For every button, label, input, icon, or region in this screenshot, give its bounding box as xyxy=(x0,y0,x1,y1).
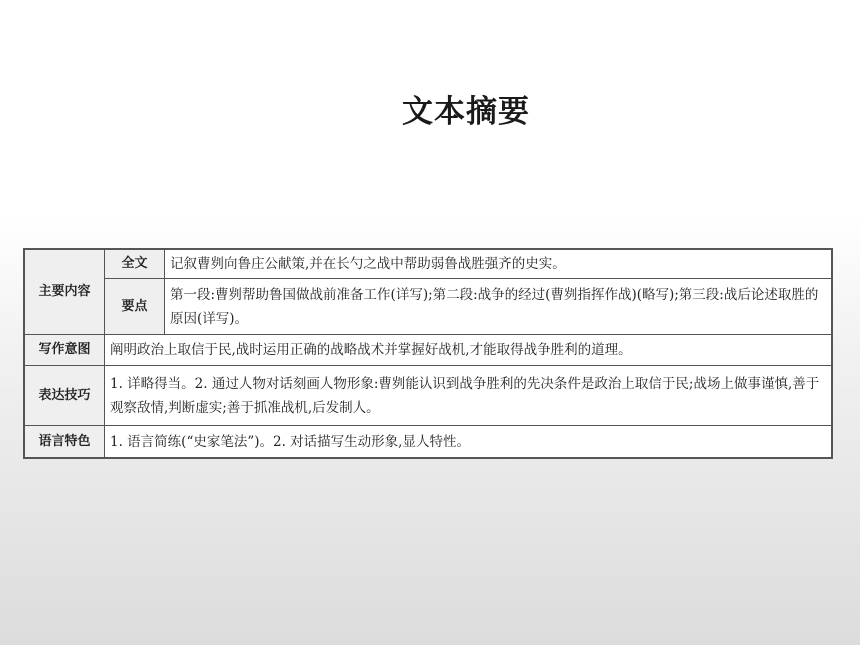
table-row-writing-intent xyxy=(25,335,832,366)
table-row-language xyxy=(25,426,832,458)
table-row-full-text xyxy=(25,250,832,279)
row-header-writing-intent: 写作意图 xyxy=(25,335,105,366)
cell-writing-intent: 阐明政治上取信于民,战时运用正确的战略战术并掌握好战机,才能取得战争胜利的道理。 xyxy=(105,335,832,366)
cell-language: 1. 语言简练(“史家笔法”)。2. 对话描写生动形象,显人特性。 xyxy=(105,426,832,458)
summary-table xyxy=(24,249,832,458)
row-header-expression: 表达技巧 xyxy=(25,366,105,426)
page-title: 文本摘要 xyxy=(402,94,530,130)
row-header-language: 语言特色 xyxy=(25,426,105,458)
cell-full-text: 记叙曹刿向鲁庄公献策,并在长勺之战中帮助弱鲁战胜强齐的史实。 xyxy=(165,250,832,279)
table-row-key-points xyxy=(25,279,832,335)
table-row-expression xyxy=(25,366,832,426)
sub-header-full-text: 全文 xyxy=(105,250,165,279)
row-header-main-content: 主要内容 xyxy=(25,250,105,335)
cell-expression: 1. 详略得当。2. 通过人物对话刻画人物形象:曹刿能认识到战争胜利的先决条件是政治上取信于民;战场上做事谨慎,善于观察敌情,判断虚实;善于抓准战机,后发制人。 xyxy=(105,366,832,426)
cell-key-points: 第一段:曹刿帮助鲁国做战前准备工作(详写);第二段:战争的经过(曹刿指挥作战)(略写);第三段:战后论述取胜的原因(详写)。 xyxy=(165,279,832,335)
sub-header-key-points: 要点 xyxy=(105,279,165,335)
